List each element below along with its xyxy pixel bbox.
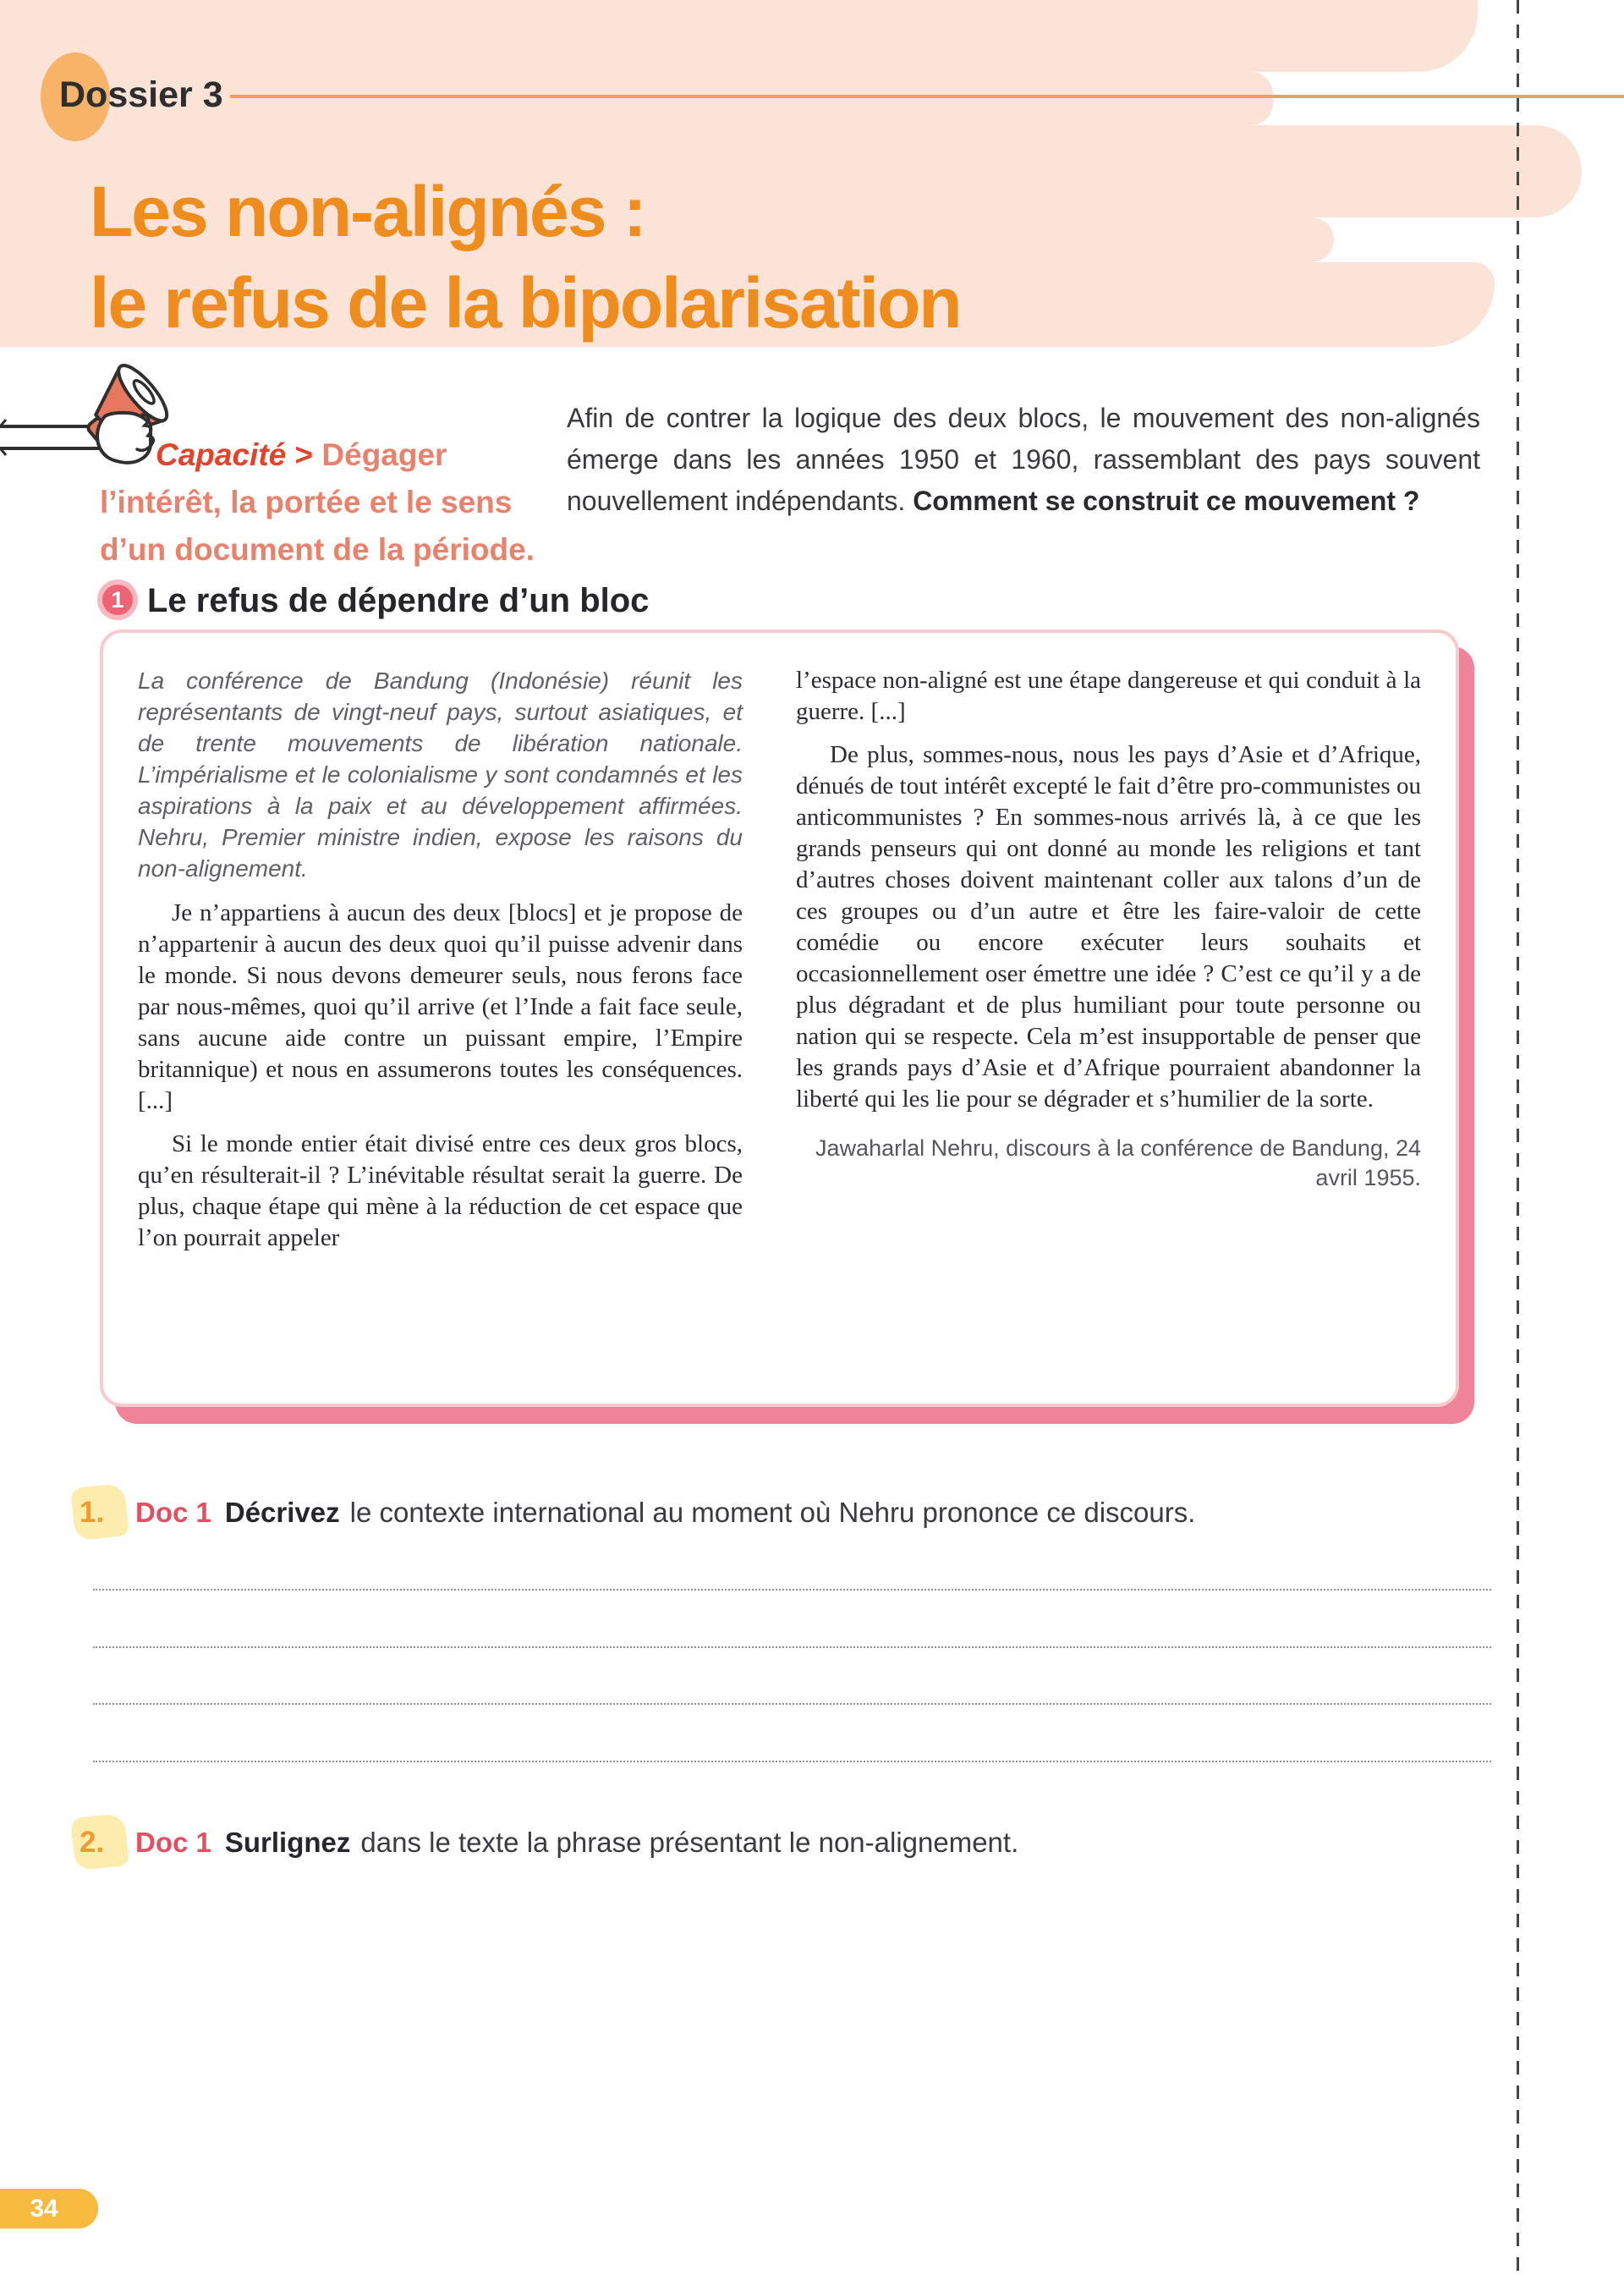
question-number: 1. [80, 1496, 105, 1529]
answer-line[interactable] [93, 1589, 1491, 1591]
capacity-label: Capacité [156, 437, 287, 472]
intro-paragraph [567, 398, 1480, 522]
document-box [100, 629, 1459, 1407]
answer-line[interactable] [93, 1703, 1491, 1705]
header-rule [230, 95, 1624, 98]
dossier-kicker: Dossier 3 [59, 74, 223, 115]
document-paragraph: Je n’appartiens à aucun des deux [blocs] et je propose de n’appartenir à aucun des deux quoi qu’il puisse advenir dans le monde. Si nous devons demeurer seuls, nous ferons face par nous-mêmes, quoi qu’il arrive (et l’Inde a fait face seule, sans aucune aide contre un puissant empire, l’Empire britannique) et nous en assumerons toutes les conséquences. [...] [138, 899, 743, 1114]
page-title-line-2: le refus de la bipolarisation [90, 263, 961, 343]
document-chapeau: La conférence de Bandung (Indonésie) réunit les représentants de vingt-neuf pays, surtout asiatiques, et de trente mouvements de libération nationale. L’impérialisme et le colonialisme y sont condamnés et les aspirations à la paix et au développement affirmées. Nehru, Premier ministre indien, expose les raisons du non-alignement. [138, 668, 743, 882]
capacity-note [100, 431, 548, 574]
intro-question: Comment se construit ce mouvement ? [913, 486, 1420, 516]
intro-text: Afin de contrer la logique des deux blocs, le mouvement des non-alignés émerge dans les années 1950 et 1960, rassemblant des pays souvent nouvellement indépendants. [567, 403, 1480, 516]
page-title-line-1: Les non-alignés : [90, 172, 645, 251]
page-title [90, 166, 961, 349]
document-column-right [796, 665, 1421, 1380]
document-paragraph: Si le monde entier était divisé entre ces deux gros blocs, qu’en résulterait-il ? L’inévitable résultat serait la guerre. De plus, chaque étape qui mène à la réduction de cet espace que l’on pourrait appeler [138, 1130, 743, 1251]
header-blob-bar-1 [0, 0, 1478, 72]
question-verb: Surlignez [224, 1827, 351, 1858]
question-text: dans le texte la phrase présentant le non-alignement. [360, 1827, 1019, 1858]
question-number: 2. [80, 1826, 105, 1859]
doc-reference-tag: Doc 1 [135, 1497, 211, 1528]
section-title: Le refus de dépendre d’un bloc [147, 582, 650, 619]
page-number-pill: 34 [0, 2189, 98, 2228]
doc-reference-tag: Doc 1 [135, 1827, 211, 1858]
section-number-badge: 1 [97, 580, 138, 620]
capacity-text: Dégager l’intérêt, la portée et le sens d’un document de la période. [100, 437, 535, 567]
answer-line[interactable] [93, 1761, 1491, 1762]
answer-line[interactable] [93, 1646, 1491, 1648]
question-number-wrap [80, 1826, 135, 1860]
question-text: le contexte international au moment où Nehru prononce ce discours. [349, 1497, 1196, 1528]
question-row-1 [80, 1496, 1195, 1530]
document-attribution: Jawaharlal Nehru, discours à la conférence de Bandung, 24 avril 1955. [815, 1135, 1421, 1190]
document-column-left [138, 665, 743, 1380]
document-paragraph: l’espace non-aligné est une étape dangereuse et qui conduit à la guerre. [...] [796, 667, 1421, 725]
question-number-wrap [80, 1496, 135, 1530]
question-row-2 [80, 1826, 1018, 1860]
cut-line [1517, 0, 1519, 2275]
question-verb: Décrivez [224, 1497, 340, 1528]
capacity-arrow-icon: > [294, 437, 314, 472]
document-paragraph: De plus, sommes-nous, nous les pays d’Asie et d’Afrique, dénués de tout intérêt excepté le fait d’être pro-communistes ou anticommunistes ? En sommes-nous arrivés là, à ce que les grands penseurs qui ont donné au monde les religions et tant d’autres choses doivent maintenant coller aux talons d’un de ces groupes ou d’un autre et être les faire-valoir de cette comédie ou encore exécuter leurs souhaits et occasionnellement oser émettre une idée ? C’est ce qu’il y a de plus dégradant et de plus humiliant pour toute personne ou nation qui se respecte. Cela m’est insupportable de penser que les grands pays d’Asie et d’Afrique pourraient abandonner la liberté qui les lie pour se dégrader et s’humilier de la sorte. [796, 741, 1421, 1113]
document-columns [138, 665, 1421, 1380]
